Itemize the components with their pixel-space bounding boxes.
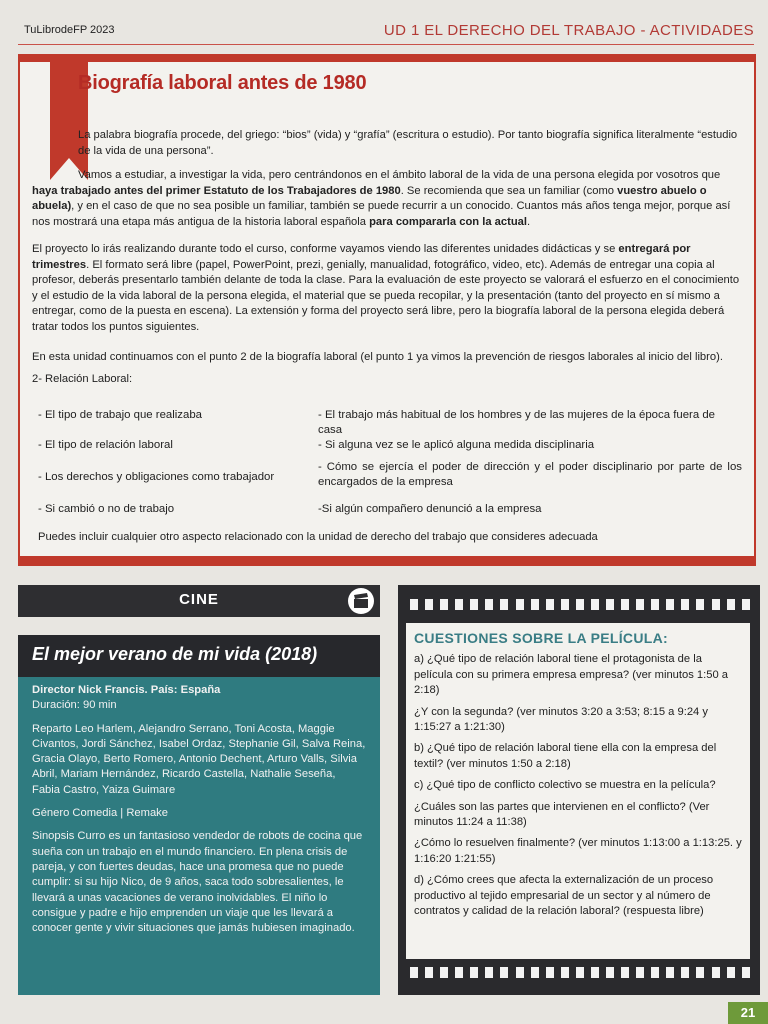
list-item: -Si algún compañero denunció a la empresa [318,503,542,515]
list-item: - El trabajo más habitual de los hombres y de las mujeres de la época fuera de casa [318,409,715,436]
film-genre: Género Comedia | Remake [32,807,168,820]
film-synopsis: Sinopsis Curro es un fantasioso vendedor de robots de cocina que sueña con un trabajo en el mundo financiero. En plena crisis de pareja, y con fuertes deudas, hace una promesa que no puede cumplir: si su hijo Nico, de 9 años, saca todo sobresalientes, le llevará a unas vacaciones de verano inolvidables. El niño lo consigue y padre e hijo emprenden un viaje que les llevará a conocer gente y vivir situaciones que jamás hubiesen imaginado. [32,830,363,935]
cinema-label: CINE [179,591,219,608]
film-cast: Reparto Leo Harlem, Alejandro Serrano, Toni Acosta, Maggie Civantos, Jordi Sánchez, Isabel Ordaz, Stephanie Gil, Salva Reina, Gracia Olayo, Berto Romero, Antonio Dechent, Arturo Valls, Silvia Abril, Mariam Hernández, Ricardo Castella, Nathalie Seseña, Fabia Castro, Yaiza Guimare [32,722,366,796]
film-title: El mejor verano de mi vida (2018) [32,644,318,664]
film-perforations-top [410,599,750,610]
clapperboard-icon [348,588,374,614]
header-divider [18,44,754,45]
film-perforations-bottom [410,967,750,978]
questions-content [406,623,750,959]
question-item: b) ¿Qué tipo de relación laboral tiene ella con la empresa del textil? (ver minutos 1:50 a 2:18) [414,742,717,770]
question-item: d) ¿Cómo crees que afecta la externalización de un proceso productivo al tejido empresarial de un sector y al número de contratos y calidad de la relación laboral? (respuesta libre) [414,874,714,918]
question-item: ¿Cuáles son las partes que intervienen en el conflicto? (Ver minutos 11:24 a 11:38) [414,800,710,829]
film-duration: Duración: 90 min [32,699,117,712]
question-item: c) ¿Qué tipo de conflicto colectivo se muestra en la película? [414,779,716,792]
intro-paragraph: La palabra biografía procede, del griego: “bios” (vida) y “grafía” (escritura o estudio). Por tanto biografía significa literalmente “estudio de la vida de una persona”. [78,129,738,157]
question-item: ¿Y con la segunda? (ver minutos 3:20 a 3:53; 8:15 a 9:24 y 1:15:27 a 1:21:30) [414,705,708,734]
film-director: Director Nick Francis. País: España [32,684,221,696]
cinema-tab [18,585,380,617]
question-item: a) ¿Qué tipo de relación laboral tiene el protagonista de la película con su primera empresa empresa? (ver minutos 1:50 a 2:18) [414,653,729,697]
brand-label: TuLibrodeFP 2023 [24,24,115,36]
page-number: 21 [728,1002,768,1024]
question-item: ¿Cómo lo resuelven finalmente? (ver minutos 1:13:00 a 1:13:25. y 1:16:20 1:21:55) [414,837,742,865]
list-item: - Los derechos y obligaciones como trabajador [38,471,275,483]
project-paragraph: El proyecto lo irás realizando durante todo el curso, conforme vayamos viendo las diferentes unidades didácticas y se entregará por trimestres. El formato será libre (papel, PowerPoint, prezi, genially, manualidad, fotográfico, video, etc). Además de entregar una copia al profesor, deberás presentarlo también delante de toda la clase. Para la evaluación de este proyecto se valorará el esfuerzo en el conocimiento y el estudio de la vida laboral de la persona elegida, el material que se pueda recopilar, y la presentación (tanto del proyecto en sí mismo a entregar, como de la puesta en escena). La extensión y forma del proyecto será libre, pero la biografía laboral de la persona elegida deberá tratar todos los puntos siguientes. [32,243,740,333]
study-paragraph: Vamos a estudiar, a investigar la vida, pero centrándonos en el ámbito laboral de la vida de una persona elegida por vosotros que haya trabajado antes del primer Estatuto de los Trabajadores de 1980. Se recomienda que sea un familiar (como vuestro abuelo o abuela), y en el caso de que no sea posible un familiar, también se puede recurrir a un conocido. Cuantos más años tenga mejor, porque así nos mostrará una etapa más antigua de la historia laboral española para compararla con la actual. [32,169,731,228]
list-item: - Cómo se ejercía el poder de dirección y el poder disciplinario por parte de los encargados de la empresa [318,461,742,488]
biography-panel [18,54,756,566]
biography-title: Biografía laboral antes de 1980 [78,72,367,94]
closing-paragraph: Puedes incluir cualquier otro aspecto relacionado con la unidad de derecho del trabajo que consideres adecuada [38,531,598,543]
questions-title: CUESTIONES SOBRE LA PELÍCULA: [414,630,668,646]
page-header [0,0,768,52]
film-title-bar [18,635,380,677]
list-item: - Si alguna vez se le aplicó alguna medida disciplinaria [318,439,595,451]
questions-filmstrip [398,585,760,995]
unit-paragraph: En esta unidad continuamos con el punto 2 de la biografía laboral (el punto 1 ya vimos la prevención de riesgos laborales al inicio del libro). [32,351,723,363]
unit-title: UD 1 EL DERECHO DEL TRABAJO - ACTIVIDADES [383,22,754,39]
list-item: - El tipo de relación laboral [38,439,173,451]
list-item: - El tipo de trabajo que realizaba [38,409,203,421]
film-details [18,677,380,995]
section-heading: 2- Relación Laboral: [32,373,133,385]
cinema-panel [18,585,388,995]
list-item: - Si cambió o no de trabajo [38,503,175,515]
